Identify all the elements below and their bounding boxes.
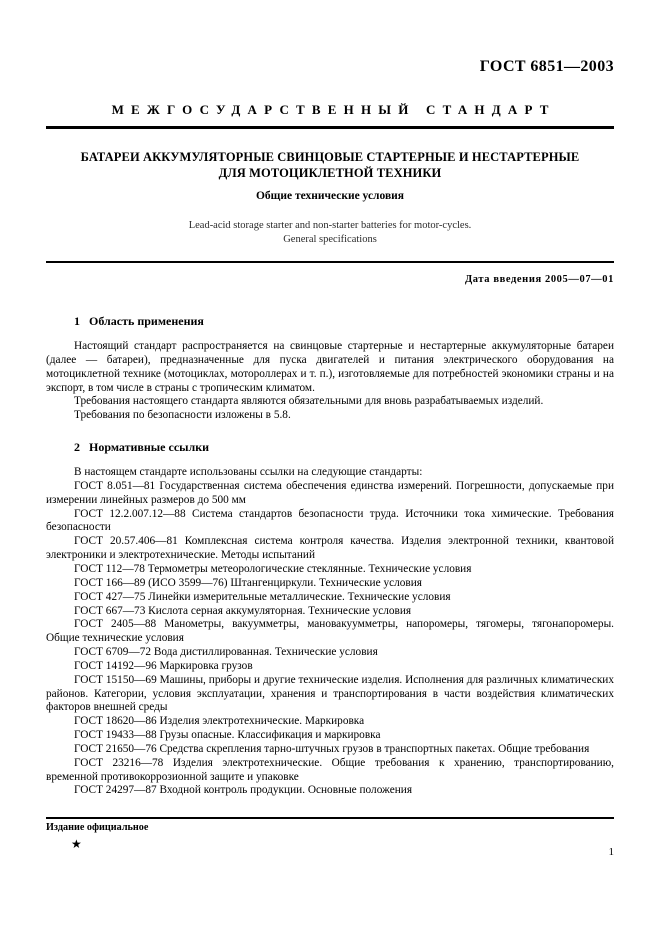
reference-item: ГОСТ 14192—96 Маркировка грузов xyxy=(74,659,253,672)
section-1-paragraph-1: Настоящий стандарт распространяется на свинцовые стартерные и нестартерные аккумуляторные батареи (далее — батареи), предназначенные для пуска двигателей и питания электрического оборудования на мотоциклетной технике (мотоциклах, мотороллерах и т. п.), изготовляемые для потребностей экономики страны и на экспорт, в том числе в страны с тропическим климатом. xyxy=(46,340,614,394)
reference-item: ГОСТ 112—78 Термометры метеорологические стеклянные. Технические условия xyxy=(74,562,472,575)
reference-item: ГОСТ 21650—76 Средства скрепления тарно-штучных грузов в транспортных пакетах. Общие требования xyxy=(74,742,590,755)
reference-item: ГОСТ 24297—87 Входной контроль продукции. Основные положения xyxy=(74,784,413,797)
gost-standard-number: ГОСТ 6851—2003 xyxy=(479,58,614,75)
section-title-1: Область применения xyxy=(89,314,204,328)
reference-item: ГОСТ 427—75 Линейки измерительные металлические. Технические условия xyxy=(74,590,451,603)
reference-item: ГОСТ 15150—69 Машины, приборы и другие технические изделия. Исполнения для различных климатических районов. Категории, условия эксплуатации, хранения и транспортирования в части воздействия климатических факторов внешней среды xyxy=(46,673,614,714)
section-heading-1 xyxy=(74,314,614,329)
reference-item: ГОСТ 12.2.007.12—88 Система стандартов безопасности труда. Источники тока химические. Требования безопасности xyxy=(46,507,614,534)
reference-item: ГОСТ 8.051—81 Государственная система обеспечения единства измерений. Погрешности, допускаемые при измерении линейных размеров до 500 мм xyxy=(46,479,614,506)
reference-item: ГОСТ 166—89 (ИСО 3599—76) Штангенциркули. Технические условия xyxy=(74,576,422,589)
document-body xyxy=(46,314,614,798)
english-title xyxy=(46,219,614,247)
reference-item: ГОСТ 19433—88 Грузы опасные. Классификация и маркировка xyxy=(74,729,381,742)
star-icon: ★ xyxy=(71,837,82,851)
reference-item: ГОСТ 2405—88 Манометры, вакуумметры, мановакуумметры, напоромеры, тягомеры, тягонапоромеры. Общие технические условия xyxy=(46,618,614,645)
page-subtitle: Общие технические условия xyxy=(255,190,405,202)
section-heading-2 xyxy=(74,440,614,455)
reference-item: ГОСТ 18620—86 Изделия электротехнические. Маркировка xyxy=(74,715,365,728)
reference-item: ГОСТ 20.57.406—81 Комплексная система контроля качества. Изделия электронной техники, квантовой электроники и электротехнические. Методы испытаний xyxy=(46,535,614,562)
section-number-2: 2 xyxy=(74,440,80,455)
section-title-2: Нормативные ссылки xyxy=(89,440,210,455)
english-title-line-2: General specifications xyxy=(283,234,377,245)
page-title-line-1: БАТАРЕИ АККУМУЛЯТОРНЫЕ СВИНЦОВЫЕ СТАРТЕРНЫЕ И НЕСТАРТЕРНЫЕ xyxy=(80,150,580,164)
introduction-date: Дата введения 2005—07—01 xyxy=(464,274,614,285)
page-number: 1 xyxy=(608,846,614,858)
footer-divider-rule xyxy=(46,817,614,819)
title-divider-rule xyxy=(46,261,614,263)
page-title xyxy=(46,149,614,181)
english-title-line-1: Lead-acid storage starter and non-starter batteries for motor-cycles. xyxy=(188,220,472,231)
section-number-1: 1 xyxy=(74,314,80,328)
page-title-line-2: ДЛЯ МОТОЦИКЛЕТНОЙ ТЕХНИКИ xyxy=(218,166,442,180)
reference-item: ГОСТ 23216—78 Изделия электротехнические. Общие требования к хранению, транспортированию, временной противокоррозионной защите и упаковке xyxy=(46,756,614,783)
reference-item: ГОСТ 667—73 Кислота серная аккумуляторная. Технические условия xyxy=(74,604,412,617)
section-1-paragraph-2: Требования настоящего стандарта являются обязательными для вновь разрабатываемых изделий. xyxy=(74,395,544,408)
section-1-paragraph-3: Требования по безопасности изложены в 5.8. xyxy=(74,409,291,422)
section-2-paragraph-1: В настоящем стандарте использованы ссылки на следующие стандарты: xyxy=(74,466,423,479)
header-divider-rule xyxy=(46,126,614,129)
standard-kind-label: МЕЖГОСУДАРСТВЕННЫЙ СТАНДАРТ xyxy=(111,102,556,117)
reference-item: ГОСТ 6709—72 Вода дистиллированная. Технические условия xyxy=(74,646,378,659)
official-edition-note: Издание официальное xyxy=(46,822,149,833)
